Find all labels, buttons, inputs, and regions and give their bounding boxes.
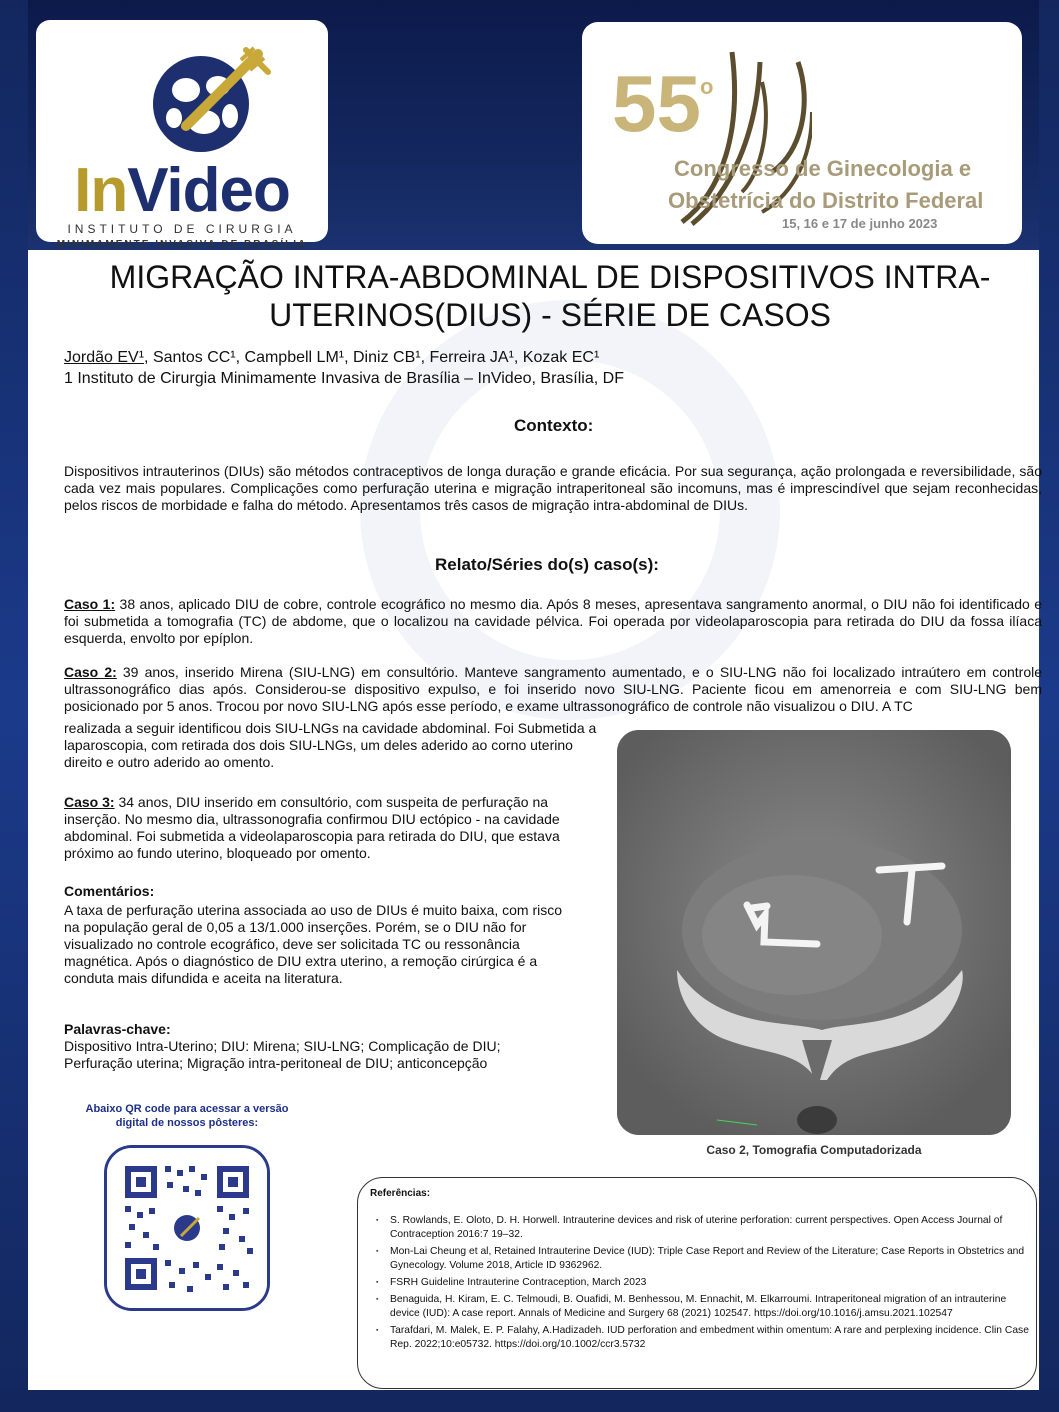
congress-number: 55 (612, 59, 701, 148)
poster-title (60, 258, 1040, 334)
comments-heading: Comentários: (64, 883, 155, 899)
context-heading: Contexto: (514, 416, 594, 435)
case-3 (64, 794, 604, 862)
other-authors: , Santos CC¹, Campbell LM¹, Diniz CB¹, Ferreira JA¹, Kozak EC¹ (144, 349, 600, 366)
case-2 (64, 664, 1042, 715)
congress-title-2: Obstetrícia do Distrito Federal (668, 188, 984, 213)
congress-title-1: Congresso de Ginecologia e (674, 156, 972, 181)
ct-scan-image (617, 730, 1011, 1135)
context-text: Dispositivos intrauterinos (DIUs) são métodos contraceptivos de longa duração e grande eficácia. Por sua segurança, ação prolongada e reversibilidade, são cada vez mais populares. Complicações como perfuração uterina e migração intraperitoneal são incomuns, mas é imprescindível que sejam reconhecidas, pelos riscos de morbidade e falha do método. Apresentamos três casos de migração intra-abdominal de DIUs. (64, 463, 1042, 513)
reference-item: ▪ Tarafdari, M. Malek, E. P. Falahy, A.Hadizadeh. IUD perforation and embedment within omentum: A rare and perplexing incidence. Clin Case Rep. 2022;10:e05732. https://doi.org/10.1002/ccr3.5732 (380, 1324, 1030, 1352)
logo-subtitle-2: MINIMAMENTE INVASIVA DE BRASÍLIA (56, 239, 308, 250)
qr-code[interactable] (104, 1145, 270, 1311)
congress-degree: o (700, 74, 714, 99)
logo-subtitle-1: INSTITUTO DE CIRURGIA (67, 222, 297, 236)
figure-caption: Caso 2, Tomografia Computadorizada (706, 1143, 922, 1157)
comments-text: A taxa de perfuração uterina associada ao uso de DIUs é muito baixa, com risco na população geral de 0,05 a 13/1.000 inserções. Porém, se o DIU não for visualizado no controle ecográfico, deve ser solicitada TC ou ressonância magnética. Após o diagnóstico de DIU extra uterino, a remoção cirúrgica é a conduta mais difundida e aceita na literatura. (64, 902, 563, 986)
case-2-cont: realizada a seguir identificou dois SIU-LNGs na cavidade abdominal. Foi Submetida a laparoscopia, com retirada dos dois SIU-LNGs, um deles aderido ao corno uterino direito e outro aderido ao omento. (64, 720, 597, 770)
bottom-border (0, 1390, 1059, 1412)
reference-item: ▪ S. Rowlands, E. Oloto, D. H. Horwell. Intrauterine devices and risk of uterine perforation: current perspectives. Open Access Journal of Contraception 2016:7 19–32. (380, 1214, 1030, 1242)
congress-date: 15, 16 e 17 de junho 2023 (782, 216, 938, 231)
references-heading: Referências: (370, 1188, 431, 1199)
affiliation: 1 Instituto de Cirurgia Minimamente Invasiva de Brasília – InVideo, Brasília, DF (64, 370, 624, 387)
cases-heading: Relato/Séries do(s) caso(s): (435, 555, 659, 574)
case-1 (64, 596, 1042, 647)
case-3-label: Caso 3: (64, 794, 115, 810)
keywords-heading: Palavras-chave: (64, 1021, 171, 1037)
case-1-label: Caso 1: (64, 596, 116, 612)
references-list (370, 1214, 1030, 1355)
case-3-text: 34 anos, DIU inserido em consultório, com suspeita de perfuração na inserção. No mesmo dia, ultrassonografia confirmou DIU ectópico - na cavidade abdominal. Foi submetida a videolaparoscopia para retirada do DIU, que estava próximo ao fundo uterino, bloqueado por omento. (64, 794, 560, 861)
case-1-text: 38 anos, aplicado DIU de cobre, controle ecográfico no mesmo dia. Após 8 meses, apresentava sangramento anormal, o DIU não foi identificado e foi submetida a tomografia (TC) de abdome, que o localizou na cavidade pélvica. Foi operada por videolaparoscopia para retirada do DIU da fossa ilíaca esquerda, envolto por epíplon. (64, 596, 1042, 646)
congress-logo-card (582, 22, 1022, 244)
ct-scan-graphic (617, 730, 1011, 1135)
left-border (0, 0, 28, 1412)
reference-item: ▪ Mon-Lai Cheung et al, Retained Intrauterine Device (IUD): Triple Case Report and Review of the Literature; Case Reports in Obstetrics and Gynecology. Volume 2018, Article ID 9362962. (380, 1245, 1030, 1273)
invideo-emblem-icon (146, 40, 276, 160)
title-line-2: UTERINOS(DIUS) - SÉRIE DE CASOS (269, 297, 831, 333)
invideo-wordmark: InVideo (74, 156, 290, 225)
first-author: Jordão EV¹ (64, 349, 145, 366)
case-2-label: Caso 2: (64, 664, 117, 680)
title-line-1: MIGRAÇÃO INTRA-ABDOMINAL DE DISPOSITIVOS INTRA- (109, 259, 991, 295)
references-box (357, 1177, 1037, 1389)
qr-code-icon (107, 1148, 267, 1308)
keywords-text: Dispositivo Intra-Uterino; DIU: Mirena; SIU-LNG; Complicação de DIU; Perfuração uterina; Migração intra-peritoneal de DIU; anticoncepção (64, 1038, 501, 1071)
qr-instructions: Abaixo QR code para acessar a versão digital de nossos pôsteres: (85, 1103, 289, 1129)
reference-item: ▪ FSRH Guideline Intrauterine Contraception, March 2023 (380, 1276, 1030, 1290)
reference-item: ▪ Benaguida, H. Kiram, E. C. Telmoudi, B. Ouafidi, M. Benhessou, M. Ennachit, M. Elkarroumi. Intraperitoneal migration of an intrauterine device (IUD): A case report. Annals of Medicine and Surgery 68 (2021) 102547. https://doi.org/10.1016/j.amsu.2021.102547 (380, 1293, 1030, 1321)
case-2-text-a: 39 anos, inserido Mirena (SIU-LNG) em consultório. Manteve sangramento aumentado, e o SIU-LNG não foi localizado intraútero em controle ultrassonográfico dias após. Considerou-se dispositivo expulso, e foi inserido novo SIU-LNG. Paciente ficou em amenorreia e com SIU-LNG bem posicionado por 5 anos. Trocou por novo SIU-LNG após esse período, e exame ultrassonográfico de controle não visualizou o DIU. A TC (64, 664, 1043, 714)
authors (64, 347, 599, 368)
right-border (1039, 0, 1059, 1412)
invideo-logo-card (36, 20, 328, 250)
